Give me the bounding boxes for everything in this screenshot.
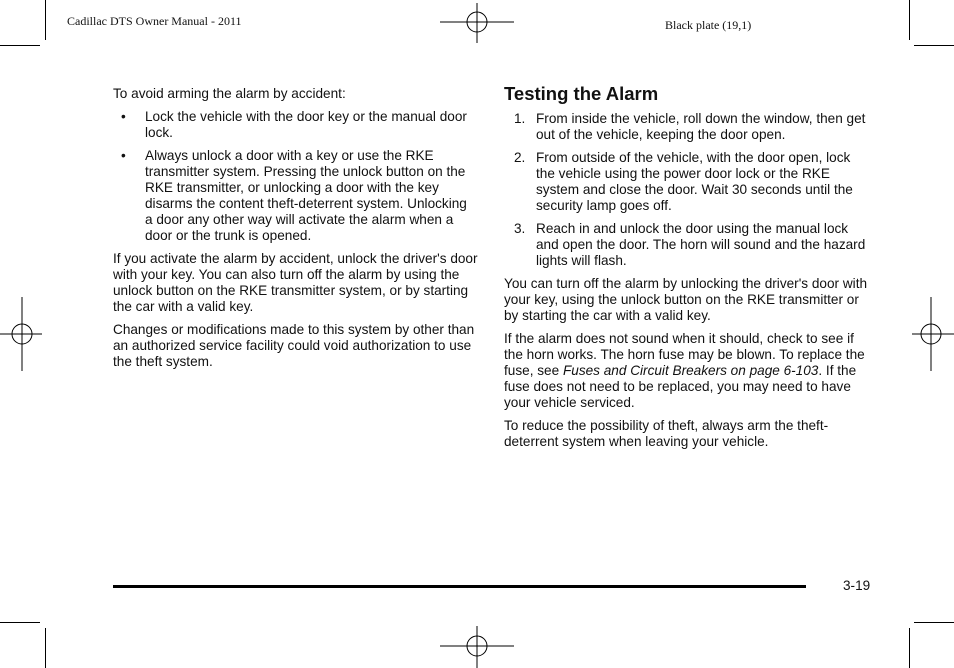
cross-reference-link[interactable]: Fuses and Circuit Breakers on page 6-103 xyxy=(562,363,819,378)
crop-mark xyxy=(45,0,46,40)
page-number: 3-19 xyxy=(843,578,871,593)
list-item xyxy=(113,109,478,141)
paragraph-text: . If the fuse does not need to be replaced, you may need to have your vehicle serviced. xyxy=(504,363,857,410)
list-item xyxy=(504,150,870,214)
crop-mark xyxy=(45,628,46,668)
crop-mark xyxy=(914,45,954,46)
footer-rule xyxy=(113,585,806,588)
registration-mark-bottom xyxy=(440,626,514,668)
crop-mark xyxy=(909,628,910,668)
registration-mark-right xyxy=(912,297,954,371)
step-number: 2. xyxy=(514,150,526,165)
list-item xyxy=(504,111,870,143)
step-number: 1. xyxy=(514,111,526,126)
section-heading: Testing the Alarm xyxy=(504,83,659,104)
paragraph: You can turn off the alarm by unlocking the driver's door with your key, using the unlock button on the RKE transmitter or by starting the car with a valid key. xyxy=(504,276,868,323)
bullet-marker: • xyxy=(121,148,126,163)
registration-mark-left xyxy=(0,297,42,371)
bullet-text: Always unlock a door with a key or use the RKE transmitter system. Pressing the unlock button on the RKE transmitter, or unlocking a door with the key disarms the content theft-deterrent system. Unlocking a door any other way will activate the alarm when a door or the trunk is opened. xyxy=(145,148,467,243)
list-item xyxy=(113,148,478,244)
paragraph xyxy=(504,331,870,411)
crop-mark xyxy=(914,622,954,623)
step-text: Reach in and unlock the door using the manual lock and open the door. The horn will sound and the hazard lights will flash. xyxy=(536,221,866,268)
step-text: From outside of the vehicle, with the door open, lock the vehicle using the power door lock or the RKE system and close the door. Wait 30 seconds until the security lamp goes off. xyxy=(536,150,853,213)
paragraph-text: If the alarm does not sound when it should, check to see if the horn works. The horn fuse may be blown. To replace the fuse, see xyxy=(504,331,865,378)
paragraph: If you activate the alarm by accident, unlock the driver's door with your key. You can also turn off the alarm by using the unlock button on the RKE transmitter system, or by starting the car with a valid key. xyxy=(113,251,478,314)
bullet-marker: • xyxy=(121,109,126,124)
intro-text: To avoid arming the alarm by accident: xyxy=(113,86,346,101)
header-plate-label: Black plate (19,1) xyxy=(665,18,752,32)
crop-mark xyxy=(0,622,40,623)
registration-mark-top xyxy=(440,3,514,43)
step-number: 3. xyxy=(514,221,526,236)
paragraph: To reduce the possibility of theft, always arm the theft-deterrent system when leaving your vehicle. xyxy=(504,418,829,449)
right-column xyxy=(504,83,870,457)
paragraph: Changes or modifications made to this system by other than an authorized service facility could void authorization to use the theft system. xyxy=(113,322,475,369)
list-item xyxy=(504,221,870,269)
step-text: From inside the vehicle, roll down the window, then get out of the vehicle, keeping the door open. xyxy=(536,111,866,142)
left-column xyxy=(113,86,478,377)
crop-mark xyxy=(0,45,40,46)
header-manual-title: Cadillac DTS Owner Manual - 2011 xyxy=(67,14,242,28)
crop-mark xyxy=(909,0,910,40)
bullet-text: Lock the vehicle with the door key or the manual door lock. xyxy=(145,109,467,140)
